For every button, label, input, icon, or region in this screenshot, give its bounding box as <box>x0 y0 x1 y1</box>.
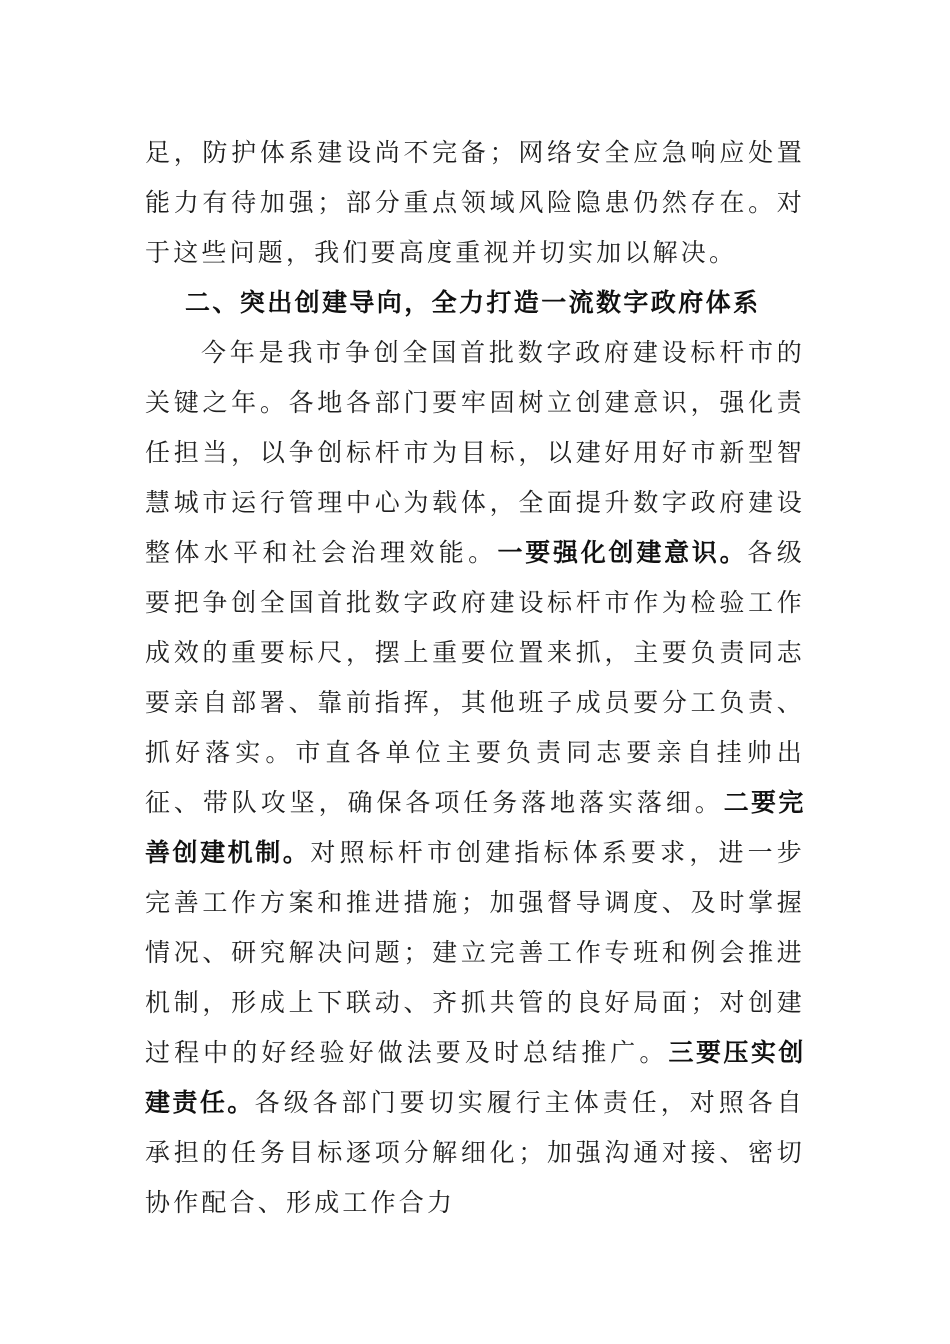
section-paragraph <box>145 328 805 1228</box>
point-2-title: 二要完善创建机制。 <box>145 788 805 867</box>
section-heading: 二、突出创建导向，全力打造一流数字政府体系 <box>185 288 761 317</box>
point-3-text: 各级各部门要切实履行主体责任，对照各自承担的任务目标逐项分解细化；加强沟通对接、密切协作配合、形成工作合力 <box>145 1088 805 1217</box>
document-body <box>145 128 805 1228</box>
point-3-title: 三要压实创建责任。 <box>145 1038 805 1117</box>
paragraph-intro: 今年是我市争创全国首批数字政府建设标杆市的关键之年。各地各部门要牢固树立创建意识，强化责任担当，以争创标杆市为目标，以建好用好市新型智慧城市运行管理中心为载体，全面提升数字政府建设整体水平和社会治理效能。 <box>145 338 805 567</box>
point-1-title: 一要强化创建意识。 <box>497 538 748 567</box>
point-2-text: 对照标杆市创建指标体系要求，进一步完善工作方案和推进措施；加强督导调度、及时掌握情况、研究解决问题；建立完善工作专班和例会推进机制，形成上下联动、齐抓共管的良好局面；对创建过程中的好经验好做法要及时总结推广。 <box>145 838 805 1067</box>
point-1-text: 各级要把争创全国首批数字政府建设标杆市作为检验工作成效的重要标尺，摆上重要位置来抓，主要负责同志要亲自部署、靠前指挥，其他班子成员要分工负责、抓好落实。市直各单位主要负责同志要亲自挂帅出征、带队攻坚，确保各项任务落地落实落细。 <box>145 538 805 817</box>
paragraph-continuation: 足，防护体系建设尚不完备；网络安全应急响应处置能力有待加强；部分重点领域风险隐患仍然存在。对于这些问题，我们要高度重视并切实加以解决。 <box>145 138 805 267</box>
